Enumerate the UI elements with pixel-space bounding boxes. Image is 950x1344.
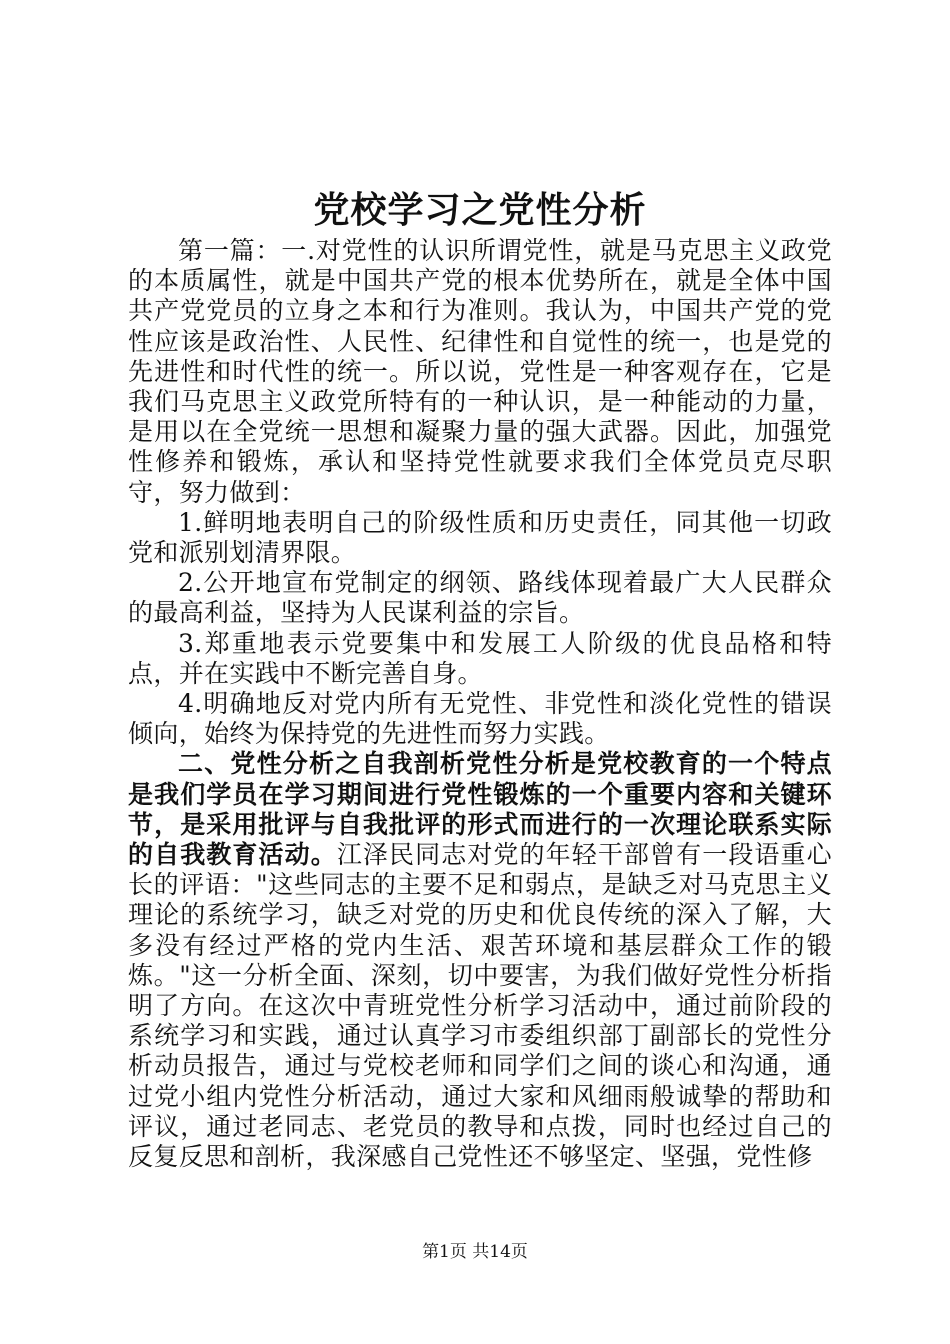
paragraph-5-text: 4.明确地反对党内所有无党性、非党性和淡化党性的错误倾向，始终为保持党的先进性而努力实践。 [128,689,832,749]
paragraph-4 [128,629,832,689]
paragraph-6 [128,749,832,1172]
paragraph-3-text: 2.公开地宣布党制定的纲领、路线体现着最广大人民群众的最高利益，坚持为人民谋利益的宗旨。 [128,568,832,628]
paragraph-6-text: 江泽民同志对党的年轻干部曾有一段语重心长的评语："这些同志的主要不足和弱点，是缺乏对马克思主义理论的系统学习，缺乏对党的历史和优良传统的深入了解，大多没有经过严格的党内生活、艰苦环境和基层群众工作的锻炼。"这一分析全面、深刻，切中要害，为我们做好党性分析指明了方向。在这次中青班党性分析学习活动中，通过前阶段的系统学习和实践，通过认真学习市委组织部丁副部长的党性分析动员报告，通过与党校老师和同学们之间的谈心和沟通，通过党小组内党性分析活动，通过大家和风细雨般诚挚的帮助和评议，通过老同志、老党员的教导和点拨，同时也经过自己的反复反思和剖析，我深感自己党性还不够坚定、坚强，党性修 [128,840,832,1172]
paragraph-1 [128,236,832,508]
paragraph-3 [128,568,832,628]
document-title: 党校学习之党性分析 [313,189,647,231]
paragraph-1-text: 第一篇：一.对党性的认识所谓党性，就是马克思主义政党的本质属性，就是中国共产党的根本优势所在，就是全体中国共产党党员的立身之本和行为准则。我认为，中国共产党的党性应该是政治性、人民性、纪律性和自觉性的统一，也是党的先进性和时代性的统一。所以说，党性是一种客观存在，它是我们马克思主义政党所特有的一种认识，是一种能动的力量，是用以在全党统一思想和凝聚力量的强大武器。因此，加强党性修养和锻炼，承认和坚持党性就要求我们全体党员克尽职守，努力做到： [128,236,832,507]
paragraph-5 [128,689,832,749]
paragraph-4-text: 3.郑重地表示党要集中和发展工人阶级的优良品格和特点，并在实践中不断完善自身。 [128,628,832,688]
paragraph-2-text: 1.鲜明地表明自己的阶级性质和历史责任，同其他一切政党和派别划清界限。 [128,507,832,568]
page-footer: 第1页 共14页 [422,1242,528,1262]
paragraph-6-bold: 二、党性分析之自我剖析党性分析是党校教育的一个特点是我们学员在学习期间进行党性锻炼的一个重要内容和关键环节，是采用批评与自我批评的形式而进行的一次理论联系实际的自我教育活动。 [128,749,832,870]
document-body [128,236,832,1172]
paragraph-2 [128,508,832,568]
